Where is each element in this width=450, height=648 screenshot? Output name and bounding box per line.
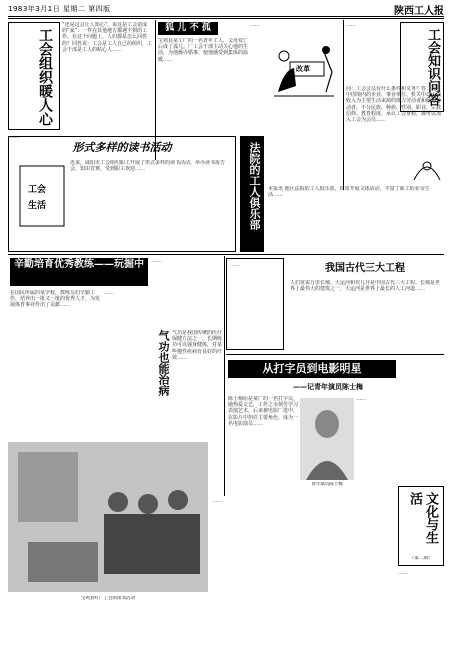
- article-headline: 从打字员到电影明星: [228, 360, 396, 378]
- article-headline: 辛勤培育优秀教练——玩掘中: [10, 258, 148, 286]
- article-headline: 形式多样的读书活动: [72, 141, 172, 154]
- decorative-illustration: [410, 150, 444, 186]
- column-subtitle: （第二期）: [409, 556, 433, 561]
- article-subheadline: ——记青年演员陈士梅: [293, 382, 363, 391]
- article-body-cont: ……: [104, 290, 114, 296]
- photo-caption: 宝鸡县红厂工会的读书活动: [81, 596, 135, 601]
- qa-body: 问：工会会员有什么条件和义务？答：凡在中国境内的企业、事业单位、机关中以工资收入为主要生活来源的体力劳动者和脑力劳动者，不分民族、种族、性别、职业、宗教信仰、教育程度，承认工会章程，都可以加入工会为会员……: [346, 86, 442, 124]
- article-body: 近来，咸阳市工会组织职工开展了形式多样的读书活动，举办读书报告会、知识竞赛，受到职工欢迎……: [70, 160, 226, 173]
- article-body: 在国民所属的某学校，教练员们辛勤工作，培养出一批又一批的优秀人才，为发展体育事业作出了贡献……: [10, 290, 101, 309]
- article-body: “还是这会让人知心”，说这是工会造成的“家”：一件在其他地方都遇不到的工作，在这个问题上，人们都是怎么回答的？回答说：工会是工人自己的组织，工会干部是工人的贴心人……: [62, 22, 153, 53]
- article-body-cont: ……: [212, 498, 222, 504]
- divider: [8, 18, 444, 19]
- article-headline: 工会组织暖人心: [37, 28, 53, 126]
- column-logo: 文化与生活: [407, 492, 438, 544]
- article-headline: 气功也能治病: [157, 330, 170, 396]
- group-photo: [8, 442, 208, 592]
- article-headline: 狐 儿 不 孤: [158, 22, 218, 35]
- slogan-art: [18, 162, 66, 230]
- article-body-cont: ……: [250, 22, 260, 28]
- article-body: 气功是我国传统的医疗保健方法之一，长期练功可以强身健体，对某些慢性疾病有良好的疗效……: [172, 330, 222, 361]
- article-body-cont: ……: [152, 258, 162, 264]
- divider: [8, 254, 444, 255]
- divider: [226, 354, 444, 355]
- article-headline: 我国古代三大工程: [325, 263, 405, 274]
- article-body: 陈士梅原是某厂的一名打字员，她热爱文艺，工作之余刻苦学习表演艺术，后来被电影厂选中，在影片中担任主要角色，成为一名电影演员……: [228, 396, 298, 427]
- cartoon-label: 改革: [296, 65, 310, 73]
- portrait-photo: [300, 398, 354, 480]
- photo-caption: 青年演员陈士梅: [311, 482, 343, 487]
- svg-text:生活: 生活: [28, 201, 47, 211]
- issue-date: 1983年3月1日 星期二 第四版: [8, 5, 111, 13]
- cartoon-illustration: [270, 42, 338, 100]
- article-body-cont: ……: [398, 570, 408, 576]
- paper-name: 陕西工人报: [394, 6, 444, 17]
- page-header: [8, 3, 444, 17]
- info-box-body: ……: [230, 262, 240, 268]
- article-body-cont: ……: [10, 134, 20, 140]
- article-body-cont: ……: [356, 396, 366, 402]
- svg-text:工会: 工会: [28, 185, 47, 195]
- article-body: 人们常说万里长城、大运河和坎儿井是中国古代三大工程。长城是世界上最伟大的建筑之一，大运河是世界上最长的人工河道……: [290, 280, 441, 293]
- article-body: 本报讯 地区法院的工人俱乐部，经常开展文体活动，丰富了职工的业余生活……: [268, 186, 430, 199]
- column-divider: [224, 256, 225, 496]
- article-body: 宝鸡县某工厂的一名青年工人，父母双亡后成了孤儿。厂工会干部主动关心他的生活，为他操办婚事，使他感受到集体的温暖……: [158, 38, 248, 63]
- column-divider: [343, 20, 344, 190]
- qa-headline: 工会知识问答: [425, 28, 440, 106]
- article-headline: 法院的工人俱乐部: [248, 142, 261, 230]
- article-body-cont: ……: [346, 22, 356, 28]
